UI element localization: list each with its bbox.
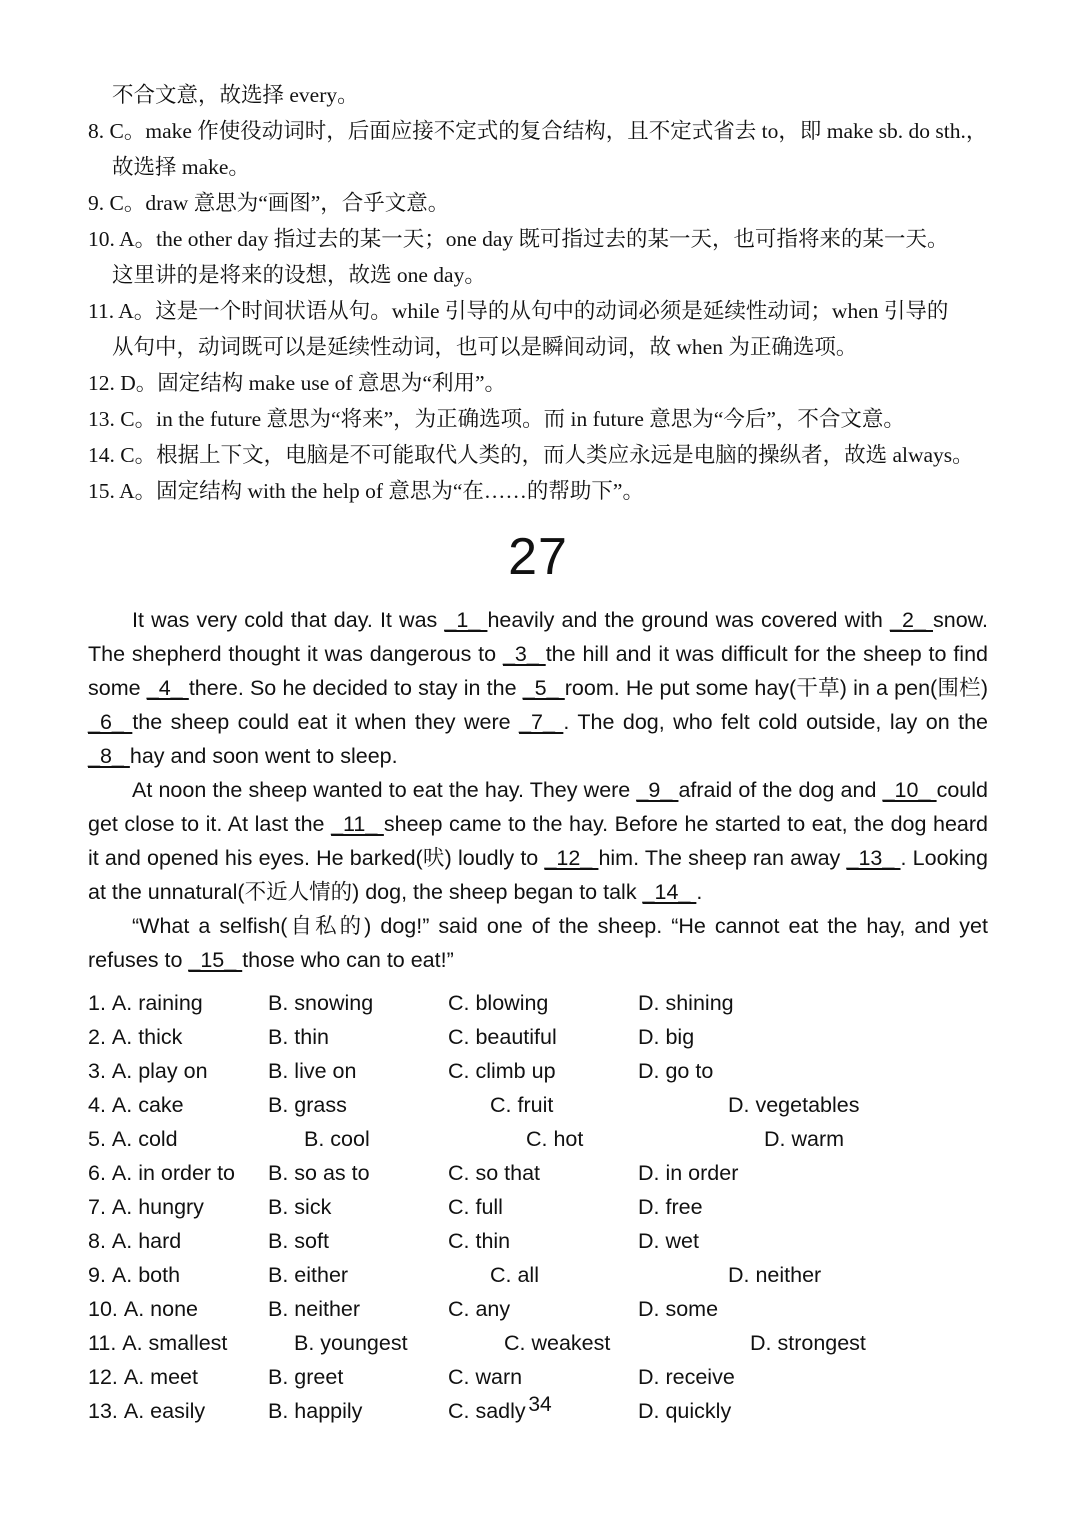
option-row-number: 8. [88, 1229, 112, 1253]
option-choice-b[interactable]: B. cool [304, 1127, 370, 1151]
cloze-blank: _11_ [331, 812, 384, 836]
explanation-line-continued: 不合文意，故选择 every。 [112, 83, 359, 107]
options-list [88, 986, 988, 1428]
cloze-blank: _15_ [188, 948, 243, 972]
option-row-number: 4. [88, 1093, 112, 1117]
option-cell-a[interactable] [88, 1088, 268, 1122]
cloze-blank: _7_ [519, 710, 564, 734]
option-row-number: 3. [88, 1059, 112, 1083]
explanation-line: 11. A。这是一个时间状语从句。while 引导的从句中的动词必须是延续性动词；when 引导的 [88, 299, 949, 323]
explanation-line: 14. C。根据上下文，电脑是不可能取代人类的，而人类应永远是电脑的操纵者，故选 always。 [88, 443, 974, 467]
option-choice-c[interactable]: C. weakest [504, 1331, 611, 1355]
option-row [88, 986, 988, 1020]
option-row [88, 1360, 988, 1394]
option-choice-b[interactable]: B. sick [268, 1195, 332, 1219]
option-row-number: 10. [88, 1297, 124, 1321]
option-choice-c[interactable]: C. so that [448, 1161, 541, 1185]
option-choice-d[interactable]: D. quickly [638, 1399, 732, 1423]
option-row-number: 2. [88, 1025, 112, 1049]
explanation-line-continued: 故选择 make。 [112, 155, 250, 179]
explanation-line: 9. C。draw 意思为“画图”，合乎文意。 [88, 191, 450, 215]
option-choice-c[interactable]: C. full [448, 1195, 503, 1219]
explanation-line: 8. C。make 作使役动词时，后面应接不定式的复合结构，且不定式省去 to，即 make sb. do sth.， [88, 119, 988, 143]
explanation-line: 13. C。in the future 意思为“将来”，为正确选项。而 in future 意思为“今后”，不合文意。 [88, 407, 905, 431]
option-choice-d[interactable]: D. go to [638, 1059, 714, 1083]
option-choice-c[interactable]: C. sadly [448, 1399, 526, 1423]
option-choice-c[interactable]: C. beautiful [448, 1025, 557, 1049]
explanation-line: 10. A。the other day 指过去的某一天；one day 既可指过去的某一天，也可指将来的某一天。 [88, 227, 949, 251]
cloze-blank: _2_ [889, 608, 933, 632]
option-choice-c[interactable]: C. all [490, 1263, 539, 1287]
option-row [88, 1190, 988, 1224]
cloze-blank: _12_ [544, 846, 599, 870]
option-row-number: 5. [88, 1127, 112, 1151]
option-row-number: 9. [88, 1263, 112, 1287]
option-choice-d[interactable]: D. some [638, 1297, 719, 1321]
passage-paragraph: It was very cold that day. It was _1_ heavily and the ground was covered with _2_ snow. The shepherd thought it was dangerous to _3_ the hill and it was difficult for the sheep to find some _4_ there. So he decided to stay in the _5_ room. He put some hay(干草) in a pen(围栏) _6_ the sheep could eat it when they were _7_ . The dog, who felt cold outside, lay on the _8_ hay and soon went to sleep. [88, 608, 988, 768]
option-choice-b[interactable]: B. soft [268, 1229, 329, 1253]
option-choice-d[interactable]: D. strongest [750, 1331, 866, 1355]
option-choice-a[interactable]: A. play on [111, 1059, 208, 1083]
option-row-number: 7. [88, 1195, 112, 1219]
option-choice-a[interactable]: A. none [123, 1297, 198, 1321]
option-choice-a[interactable]: A. raining [111, 991, 203, 1015]
option-choice-b[interactable]: B. happily [268, 1399, 363, 1423]
explanation-line-continued: 从句中，动词既可以是延续性动词，也可以是瞬间动词，故 when 为正确选项。 [112, 335, 858, 359]
option-row-number: 11. [88, 1331, 123, 1355]
document-page [88, 78, 988, 1428]
option-choice-b[interactable]: B. either [268, 1263, 349, 1287]
option-row-number: 13. [88, 1399, 124, 1423]
option-choice-c[interactable]: C. thin [448, 1229, 511, 1253]
option-choice-b[interactable]: B. snowing [268, 991, 374, 1015]
option-choice-a[interactable]: A. cake [111, 1093, 184, 1117]
option-cell-a[interactable] [88, 1360, 268, 1394]
option-choice-d[interactable]: D. neither [728, 1263, 822, 1287]
explanations-block [88, 78, 988, 509]
cloze-blank: _4_ [146, 676, 189, 700]
option-choice-a[interactable]: A. in order to [111, 1161, 235, 1185]
option-row [88, 1020, 988, 1054]
option-choice-d[interactable]: D. shining [638, 991, 734, 1015]
option-cell-a[interactable] [88, 1020, 268, 1054]
option-choice-d[interactable]: D. big [638, 1025, 695, 1049]
explanation-line-continued: 这里讲的是将来的设想，故选 one day。 [112, 263, 486, 287]
passage-paragraph: At noon the sheep wanted to eat the hay. They were _9_ afraid of the dog and _10_ could get close to it. At last the _11_ sheep came to the hay. Before he started to eat, the dog heard it and opened his eyes. He barked(吠) loudly to _12_ him. The sheep ran away _13_ . Looking at the unnatural(不近人情的) dog, the sheep began to talk _14_ . [88, 778, 988, 904]
option-row [88, 1156, 988, 1190]
section-number: 27 [508, 528, 568, 586]
explanation-line: 12. D。固定结构 make use of 意思为“利用”。 [88, 371, 506, 395]
option-row [88, 1088, 988, 1122]
option-cell-a[interactable] [88, 1258, 268, 1292]
option-choice-a[interactable]: A. hard [111, 1229, 182, 1253]
option-row [88, 1054, 988, 1088]
option-choice-d[interactable]: D. warm [764, 1127, 845, 1151]
option-row [88, 1292, 988, 1326]
cloze-blank: _13_ [846, 846, 901, 870]
explanation-line: 15. A。固定结构 with the help of 意思为“在……的帮助下”。 [88, 479, 644, 503]
option-row [88, 1258, 988, 1292]
cloze-blank: _8_ [88, 744, 130, 768]
option-choice-b[interactable]: B. neither [268, 1297, 361, 1321]
cloze-blank: _5_ [522, 676, 565, 700]
option-cell-a[interactable] [88, 1122, 268, 1156]
option-choice-d[interactable]: D. free [638, 1195, 703, 1219]
option-cell-a[interactable] [88, 1326, 268, 1360]
option-choice-a[interactable]: A. hungry [111, 1195, 204, 1219]
option-cell-a[interactable] [88, 1190, 268, 1224]
option-cell-a[interactable] [88, 1156, 268, 1190]
option-choice-d[interactable]: D. in order [638, 1161, 739, 1185]
option-row-number: 12. [88, 1365, 124, 1389]
option-choice-b[interactable]: B. thin [268, 1025, 329, 1049]
cloze-blank: _1_ [444, 608, 488, 632]
option-choice-b[interactable]: B. greet [268, 1365, 344, 1389]
option-choice-a[interactable]: A. cold [111, 1127, 178, 1151]
cloze-blank: _6_ [88, 710, 133, 734]
passage-paragraph: “What a selfish(自私的) dog!” said one of the sheep. “He cannot eat the hay, and yet refuses to _15_ those who can to eat!” [88, 914, 988, 972]
option-row [88, 1224, 988, 1258]
option-choice-a[interactable]: A. smallest [122, 1331, 228, 1355]
option-choice-c[interactable]: C. fruit [490, 1093, 554, 1117]
option-choice-a[interactable]: A. thick [111, 1025, 183, 1049]
option-cell-a[interactable] [88, 1224, 268, 1258]
option-choice-a[interactable]: A. both [111, 1263, 181, 1287]
option-choice-c[interactable]: C. warn [448, 1365, 523, 1389]
option-cell-a[interactable] [88, 986, 268, 1020]
option-cell-a[interactable] [88, 1054, 268, 1088]
option-choice-b[interactable]: B. so as to [268, 1161, 370, 1185]
option-choice-d[interactable]: D. vegetables [728, 1093, 860, 1117]
option-choice-d[interactable]: D. wet [638, 1229, 699, 1253]
option-row-number: 6. [88, 1161, 112, 1185]
option-choice-b[interactable]: B. grass [268, 1093, 347, 1117]
option-choice-c[interactable]: C. hot [526, 1127, 584, 1151]
page-number-footer: 34 [528, 1393, 552, 1416]
option-choice-c[interactable]: C. climb up [448, 1059, 556, 1083]
option-row [88, 1326, 988, 1360]
option-choice-a[interactable]: A. easily [123, 1399, 206, 1423]
option-choice-c[interactable]: C. any [448, 1297, 511, 1321]
cloze-blank: _9_ [636, 778, 679, 802]
cloze-blank: _3_ [502, 642, 546, 666]
cloze-blank: _14_ [642, 880, 697, 904]
option-choice-b[interactable]: B. live on [268, 1059, 357, 1083]
option-choice-a[interactable]: A. meet [123, 1365, 198, 1389]
cloze-blank: _10_ [882, 778, 937, 802]
cloze-passage [88, 603, 988, 977]
option-cell-a[interactable] [88, 1292, 268, 1326]
option-choice-b[interactable]: B. youngest [294, 1331, 408, 1355]
option-choice-c[interactable]: C. blowing [448, 991, 549, 1015]
option-choice-d[interactable]: D. receive [638, 1365, 735, 1389]
option-row-number: 1. [88, 991, 112, 1015]
option-row [88, 1122, 988, 1156]
